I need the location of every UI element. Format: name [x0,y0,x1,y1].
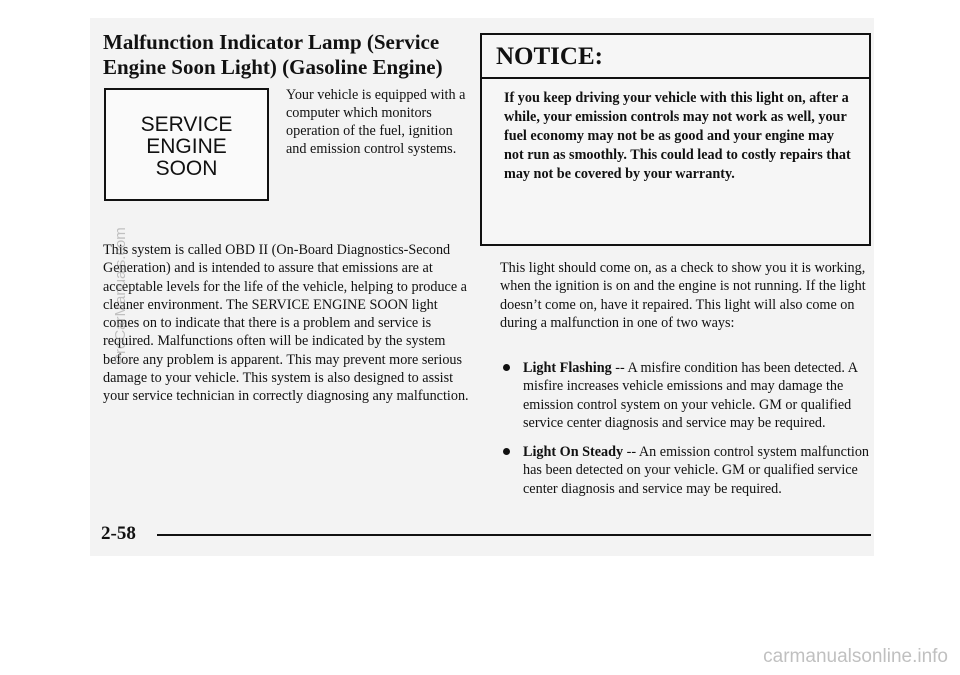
list-item-light-flashing [500,359,872,432]
bottom-watermark: carmanualsonline.info [763,646,948,667]
malfunction-modes-list [500,359,872,509]
lamp-label-line-2: ENGINE [146,135,227,158]
light-check-paragraph: This light should come on, as a check to show you it is working, when the ignition is on and the engine is not running. If the light doesn’t come on, have it repaired. This light will also come on during a malfunction in one of two ways: [500,260,866,331]
notice-box [480,33,871,246]
lamp-label-line-1: SERVICE [140,113,233,136]
lamp-label [106,114,267,180]
lamp-label-line-3: SOON [155,157,218,180]
side-watermark: ProCarManuals.com [112,227,129,364]
section-title [103,30,443,80]
obd-paragraph: This system is called OBD II (On-Board Diagnostics-Second Generation) and is intended to assure that emissions are at acceptable levels for the life of the vehicle, helping to produce a cleaner environment. The SERVICE ENGINE SOON light comes on to indicate that there is a problem and service is required. Malfunctions often will be indicated by the system before any problem is apparent. This may prevent more serious damage to your vehicle. This system is also designed to assist your service technician in correctly diagnosing any malfunction. [103,242,469,405]
page-number: 2-58 [101,523,136,544]
bullet-term: Light Flashing [523,360,612,376]
section-title-line-1: Malfunction Indicator Lamp (Service [103,30,440,54]
bullet-text: -- An emission control system malfunction has been detected on your vehicle. GM or qualified service center diagnosis and service may be required. [523,444,870,497]
bullet-icon [503,364,510,371]
notice-heading: NOTICE: [482,35,869,79]
service-engine-soon-lamp-illustration [104,88,269,201]
bullet-icon [503,448,510,455]
bullet-text: -- A misfire condition has been detected. A misfire increases vehicle emissions and may damage the emission control system on your vehicle. GM or qualified service center diagnosis and service may be required. [523,360,858,431]
section-title-line-2: Engine Soon Light) (Gasoline Engine) [103,55,443,79]
notice-text: If you keep driving your vehicle with this light on, after a while, your emission controls may not work as well, your fuel economy may not be as good and your engine may not run as smoothly. This could lead to costly repairs that may not be covered by your warranty. [504,90,851,182]
bullet-term: Light On Steady [523,444,624,461]
lamp-description: Your vehicle is equipped with a computer which monitors operation of the fuel, ignition and emission control systems. [286,87,466,157]
list-item-light-on-steady [500,443,872,498]
footer-divider [157,534,871,536]
